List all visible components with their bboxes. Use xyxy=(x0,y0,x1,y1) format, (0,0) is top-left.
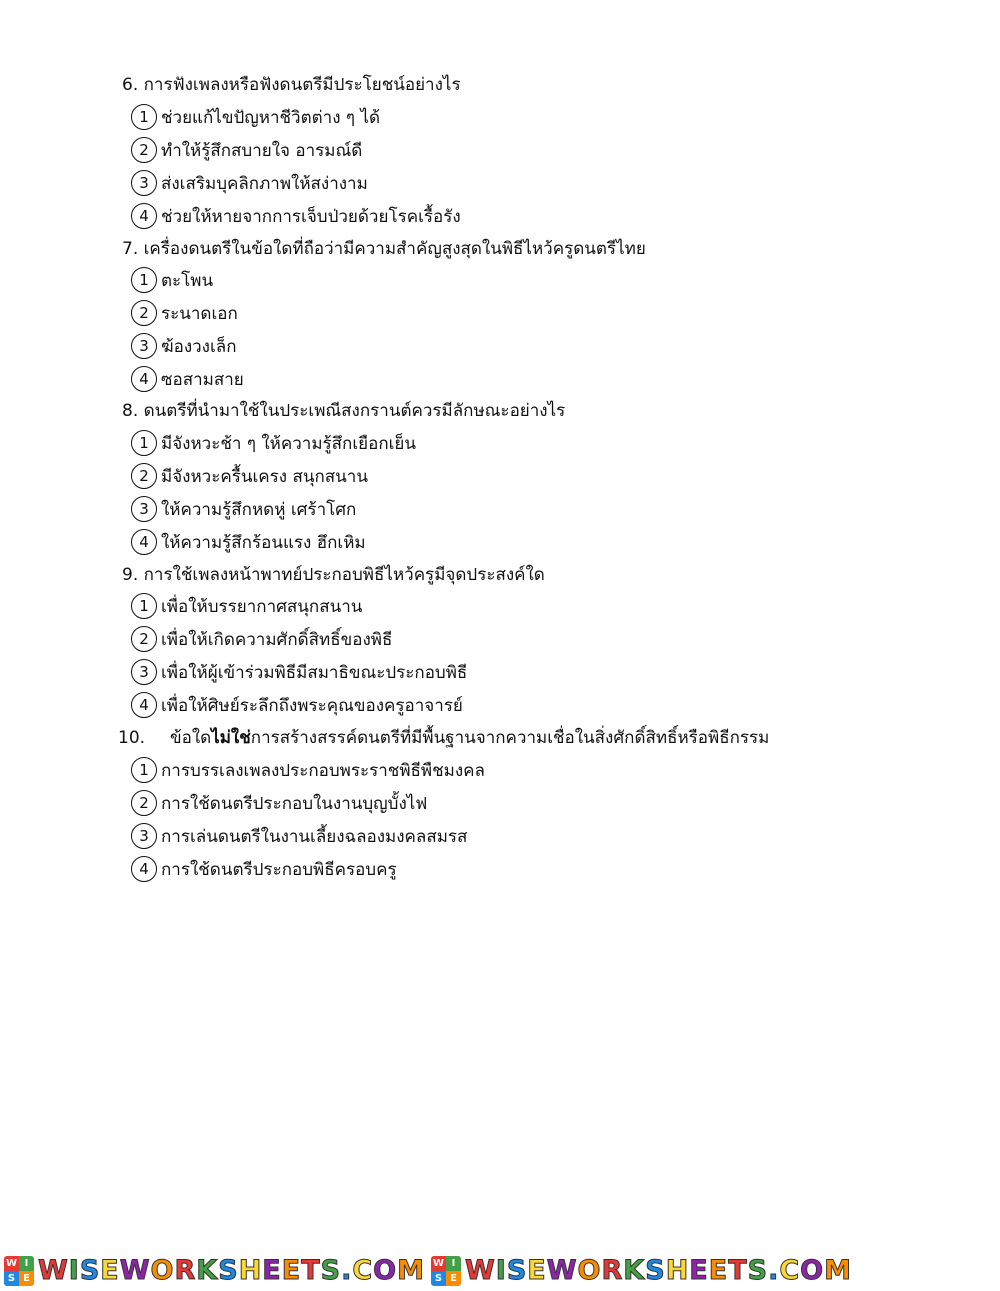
logo-letter: I xyxy=(446,1256,461,1271)
brand-watermark xyxy=(4,1255,425,1286)
q6-option-2[interactable] xyxy=(131,136,362,164)
option-number-circle: 4 xyxy=(131,692,157,718)
q8-option-4[interactable] xyxy=(131,528,366,556)
option-text: ส่งเสริมบุคลิกภาพให้สง่างาม xyxy=(161,173,368,194)
option-number-circle: 1 xyxy=(131,593,157,619)
question-8: 8. ดนตรีที่นำมาใช้ในประเพณีสงกรานต์ควรมีลักษณะอย่างไร xyxy=(122,401,566,421)
q9-option-4[interactable] xyxy=(131,691,463,719)
q9-option-3[interactable] xyxy=(131,658,467,686)
option-text: ให้ความรู้สึกหดหู่ เศร้าโศก xyxy=(161,499,357,520)
option-text: ซอสามสาย xyxy=(161,369,244,390)
watermark-footer xyxy=(0,1250,1000,1291)
q10-option-2[interactable] xyxy=(131,789,427,817)
option-number-circle: 3 xyxy=(131,823,157,849)
q7-option-2[interactable] xyxy=(131,299,238,327)
option-text: ช่วยให้หายจากการเจ็บป่วยด้วยโรคเรื้อรัง xyxy=(161,206,461,227)
option-number-circle: 2 xyxy=(131,137,157,163)
option-number-circle: 2 xyxy=(131,300,157,326)
option-text: ระนาดเอก xyxy=(161,303,238,324)
q8-option-1[interactable] xyxy=(131,429,416,457)
brand-text: WISEWORKSHEETS.COM xyxy=(465,1255,852,1286)
option-text: ช่วยแก้ไขปัญหาชีวิตต่าง ๆ ได้ xyxy=(161,107,381,128)
q8-option-2[interactable] xyxy=(131,462,368,490)
option-number-circle: 3 xyxy=(131,170,157,196)
q6-option-3[interactable] xyxy=(131,169,368,197)
option-number-circle: 2 xyxy=(131,463,157,489)
option-text: เพื่อให้เกิดความศักดิ์สิทธิ์ของพิธี xyxy=(161,629,393,650)
option-text: เพื่อให้บรรยากาศสนุกสนาน xyxy=(161,596,363,617)
option-text: การใช้ดนตรีประกอบพิธีครอบครู xyxy=(161,859,397,880)
logo-letter: S xyxy=(431,1271,446,1286)
q10-option-4[interactable] xyxy=(131,855,397,883)
logo-icon xyxy=(431,1256,461,1286)
option-number-circle: 2 xyxy=(131,790,157,816)
option-number-circle: 3 xyxy=(131,333,157,359)
option-number-circle: 4 xyxy=(131,529,157,555)
option-text: ทำให้รู้สึกสบายใจ อารมณ์ดี xyxy=(161,140,363,161)
q7-option-1[interactable] xyxy=(131,266,213,294)
option-text: เพื่อให้ผู้เข้าร่วมพิธีมีสมาธิขณะประกอบพิธี xyxy=(161,662,468,683)
logo-letter: E xyxy=(19,1271,34,1286)
brand-text: WISEWORKSHEETS.COM xyxy=(38,1255,425,1286)
logo-icon xyxy=(4,1256,34,1286)
q9-option-2[interactable] xyxy=(131,625,392,653)
q7-option-4[interactable] xyxy=(131,365,244,393)
question-6: 6. การฟังเพลงหรือฟังดนตรีมีประโยชน์อย่างไร xyxy=(122,75,461,95)
q6-option-1[interactable] xyxy=(131,103,380,131)
question-10 xyxy=(118,726,769,750)
option-text: มีจังหวะครื้นเครง สนุกสนาน xyxy=(161,466,368,487)
option-number-circle: 4 xyxy=(131,856,157,882)
option-number-circle: 4 xyxy=(131,366,157,392)
logo-letter: S xyxy=(4,1271,19,1286)
question-emphasis: ไม่ใช่ xyxy=(211,728,251,748)
option-text: การบรรเลงเพลงประกอบพระราชพิธีพืชมงคล xyxy=(161,760,485,781)
question-prefix: ข้อใด xyxy=(170,728,212,748)
option-number-circle: 3 xyxy=(131,496,157,522)
logo-letter: E xyxy=(446,1271,461,1286)
option-number-circle: 1 xyxy=(131,757,157,783)
option-number-circle: 1 xyxy=(131,267,157,293)
logo-letter: I xyxy=(19,1256,34,1271)
q8-option-3[interactable] xyxy=(131,495,356,523)
q7-option-3[interactable] xyxy=(131,332,237,360)
logo-letter: W xyxy=(5,1257,18,1269)
question-number: 10. xyxy=(118,728,146,748)
logo-letter: W xyxy=(432,1257,445,1269)
option-number-circle: 3 xyxy=(131,659,157,685)
option-text: เพื่อให้ศิษย์ระลึกถึงพระคุณของครูอาจารย์ xyxy=(161,695,463,716)
option-number-circle: 2 xyxy=(131,626,157,652)
option-text: ฆ้องวงเล็ก xyxy=(161,336,237,357)
option-number-circle: 1 xyxy=(131,104,157,130)
option-number-circle: 1 xyxy=(131,430,157,456)
question-text: การสร้างสรรค์ดนตรีที่มีพื้นฐานจากความเชื่อในสิ่งศักดิ์สิทธิ์หรือพิธีกรรม xyxy=(250,728,770,748)
q10-option-1[interactable] xyxy=(131,756,485,784)
question-7: 7. เครื่องดนตรีในข้อใดที่ถือว่ามีความสำคัญสูงสุดในพิธีไหว้ครูดนตรีไทย xyxy=(122,239,646,259)
option-number-circle: 4 xyxy=(131,203,157,229)
option-text: การเล่นดนตรีในงานเลี้ยงฉลองมงคลสมรส xyxy=(161,826,468,847)
q6-option-4[interactable] xyxy=(131,202,461,230)
brand-watermark xyxy=(431,1255,852,1286)
option-text: ตะโพน xyxy=(161,270,214,291)
q9-option-1[interactable] xyxy=(131,592,362,620)
q10-option-3[interactable] xyxy=(131,822,467,850)
option-text: ให้ความรู้สึกร้อนแรง ฮึกเหิม xyxy=(161,532,366,553)
option-text: การใช้ดนตรีประกอบในงานบุญบั้งไฟ xyxy=(161,793,428,814)
question-9: 9. การใช้เพลงหน้าพาทย์ประกอบพิธีไหว้ครูมีจุดประสงค์ใด xyxy=(122,565,545,585)
option-text: มีจังหวะช้า ๆ ให้ความรู้สึกเยือกเย็น xyxy=(161,433,417,454)
